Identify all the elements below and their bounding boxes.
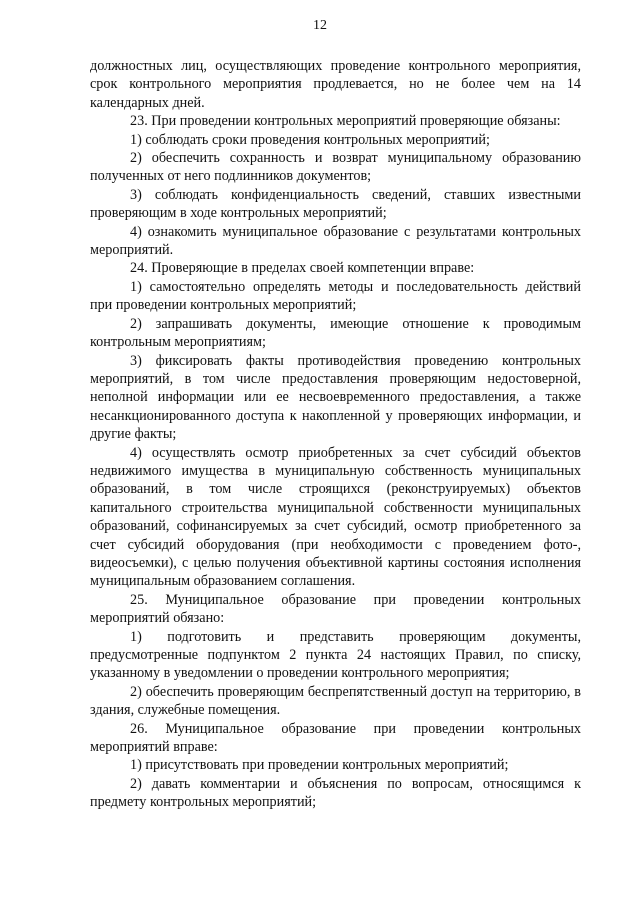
paragraph-26-heading: 26. Муниципальное образование при проведении контрольных мероприятий вправе: xyxy=(90,720,581,756)
paragraph-25-item-1: 1) подготовить и представить проверяющим документы, предусмотренные подпунктом 2 пункта 24 настоящих Правил, по списку, указанному в уведомлении о проведении контрольного мероприятия; xyxy=(90,628,581,682)
paragraph-23-item-2: 2) обеспечить сохранность и возврат муниципальному образованию полученных от него подлинников документов; xyxy=(90,150,581,185)
page-number: 12 xyxy=(313,18,327,33)
paragraph-continuation: должностных лиц, осуществляющих проведение контрольного мероприятия, срок контрольного мероприятия продлевается, но не более чем на 14 календарных дней. xyxy=(90,58,581,111)
paragraph-23-item-3: 3) соблюдать конфиденциальность сведений, ставших известными проверяющим в ходе контрольных мероприятий; xyxy=(90,186,581,222)
paragraph-26-item-1: 1) присутствовать при проведении контрольных мероприятий; xyxy=(130,757,509,774)
paragraph-24-item-4: 4) осуществлять осмотр приобретенных за счет субсидий объектов недвижимого имущества в муниципальную собственность муниципальных образований, в том числе строящихся (реконструируемых) объектов капитального строительства муниципальной собственности муниципальных образований, софинансируемых за счет субсидий, осмотр приобретенного за счет субсидий оборудования (при необходимости с проведением фото-, видеосъемки), с целью получения объективной картины состояния исполнения муниципальным образованием соглашения. xyxy=(90,444,581,590)
paragraph-25-heading: 25. Муниципальное образование при проведении контрольных мероприятий обязано: xyxy=(90,591,581,627)
paragraph-26-item-2: 2) давать комментарии и объяснения по вопросам, относящимся к предмету контрольных мероприятий; xyxy=(90,775,581,811)
paragraph-24-item-2: 2) запрашивать документы, имеющие отношение к проводимым контрольным мероприятиям; xyxy=(90,315,581,351)
paragraph-23-heading: 23. При проведении контрольных мероприятий проверяющие обязаны: xyxy=(130,113,561,130)
paragraph-24-item-3: 3) фиксировать факты противодействия проведению контрольных мероприятий, в том числе предоставления проверяющим недостоверной, неполной информации или ее несвоевременного предоставления, а также несанкционированного доступа к накопленной у проверяющих информации, и другие факты; xyxy=(90,352,581,443)
paragraph-23-item-1: 1) соблюдать сроки проведения контрольных мероприятий; xyxy=(130,131,490,148)
paragraph-23-item-4: 4) ознакомить муниципальное образование с результатами контрольных мероприятий. xyxy=(90,223,581,259)
paragraph-24-item-1: 1) самостоятельно определять методы и последовательность действий при проведении контрольных мероприятий; xyxy=(90,278,581,314)
document-body xyxy=(90,57,581,812)
paragraph-25-item-2: 2) обеспечить проверяющим беспрепятственный доступ на территорию, в здания, служебные помещения. xyxy=(90,683,581,719)
paragraph-24-heading: 24. Проверяющие в пределах своей компетенции вправе: xyxy=(130,260,475,277)
